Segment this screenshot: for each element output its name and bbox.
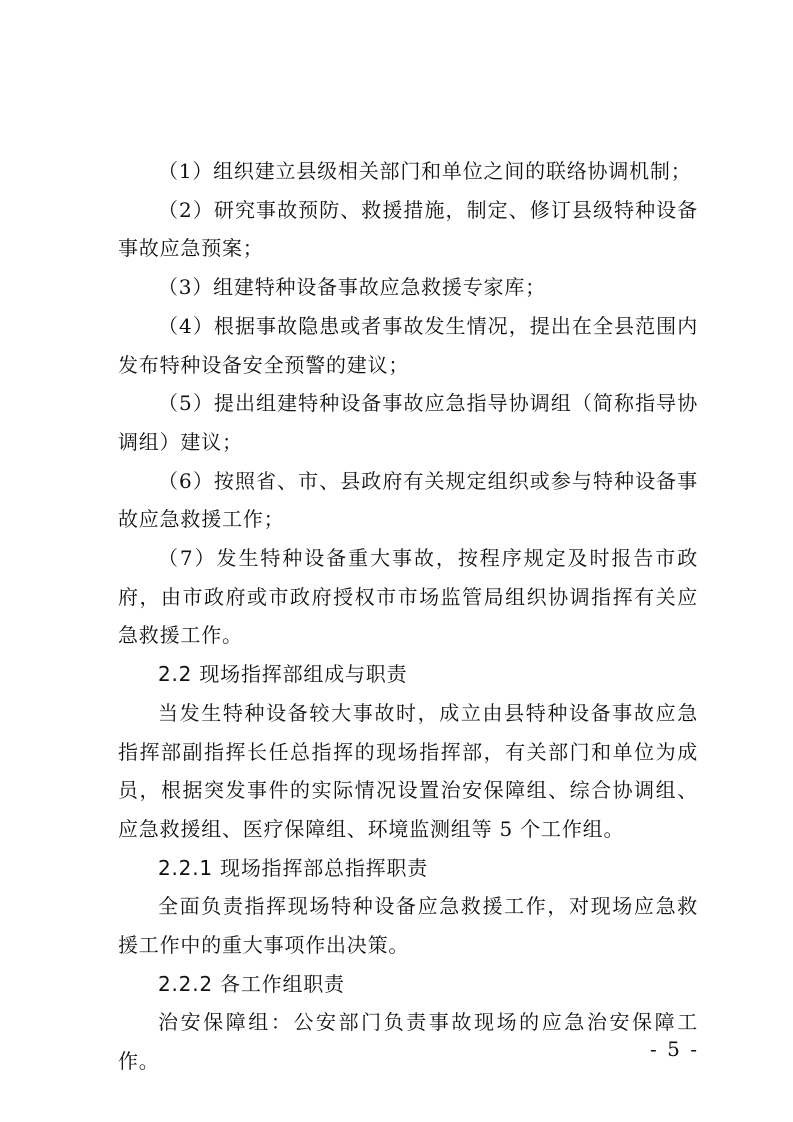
- item-5-paragraph: （5）提出组建特种设备事故应急指导协调组（简称指导协调组）建议；: [118, 391, 698, 454]
- item-7-paragraph: （7）发生特种设备重大事故，按程序规定及时报告市政府，由市政府或市政府授权市市场监管局组织协调指挥有关应急救援工作。: [118, 546, 698, 648]
- section-2-2-2-body: 治安保障组：公安部门负责事故现场的应急治安保障工作。: [118, 1010, 698, 1074]
- page-number: - 5 -: [650, 1037, 699, 1061]
- item-6-paragraph: （6）按照省、市、县政府有关规定组织或参与特种设备事故应急救援工作；: [118, 468, 698, 532]
- section-2-2-body: 当发生特种设备较大事故时，成立由县特种设备事故应急指挥部副指挥长任总指挥的现场指挥部，有关部门和单位为成员，根据突发事件的实际情况设置治安保障组、综合协调组、应急救援组、医疗保障组、环境监测组等 5 个工作组。: [118, 700, 698, 841]
- item-1-paragraph: （1）组织建立县级相关部门和单位之间的联络协调机制；: [158, 159, 692, 183]
- section-heading-2-2: 2.2 现场指挥部组成与职责: [158, 662, 408, 687]
- section-heading-2-2-1: 2.2.1 现场指挥部总指挥职责: [158, 855, 429, 880]
- section-2-2-1-body: 全面负责指挥现场特种设备应急救援工作，对现场应急救援工作中的重大事项作出决策。: [118, 894, 698, 958]
- item-2-paragraph: （2）研究事故预防、救援措施，制定、修订县级特种设备事故应急预案；: [118, 197, 698, 261]
- section-heading-2-2-2: 2.2.2 各工作组职责: [158, 971, 345, 996]
- item-3-paragraph: （3）组建特种设备事故应急救援专家库；: [158, 275, 546, 300]
- item-4-paragraph: （4）根据事故隐患或者事故发生情况，提出在全县范围内发布特种设备安全预警的建议；: [118, 313, 698, 377]
- document-body: [118, 152, 698, 1081]
